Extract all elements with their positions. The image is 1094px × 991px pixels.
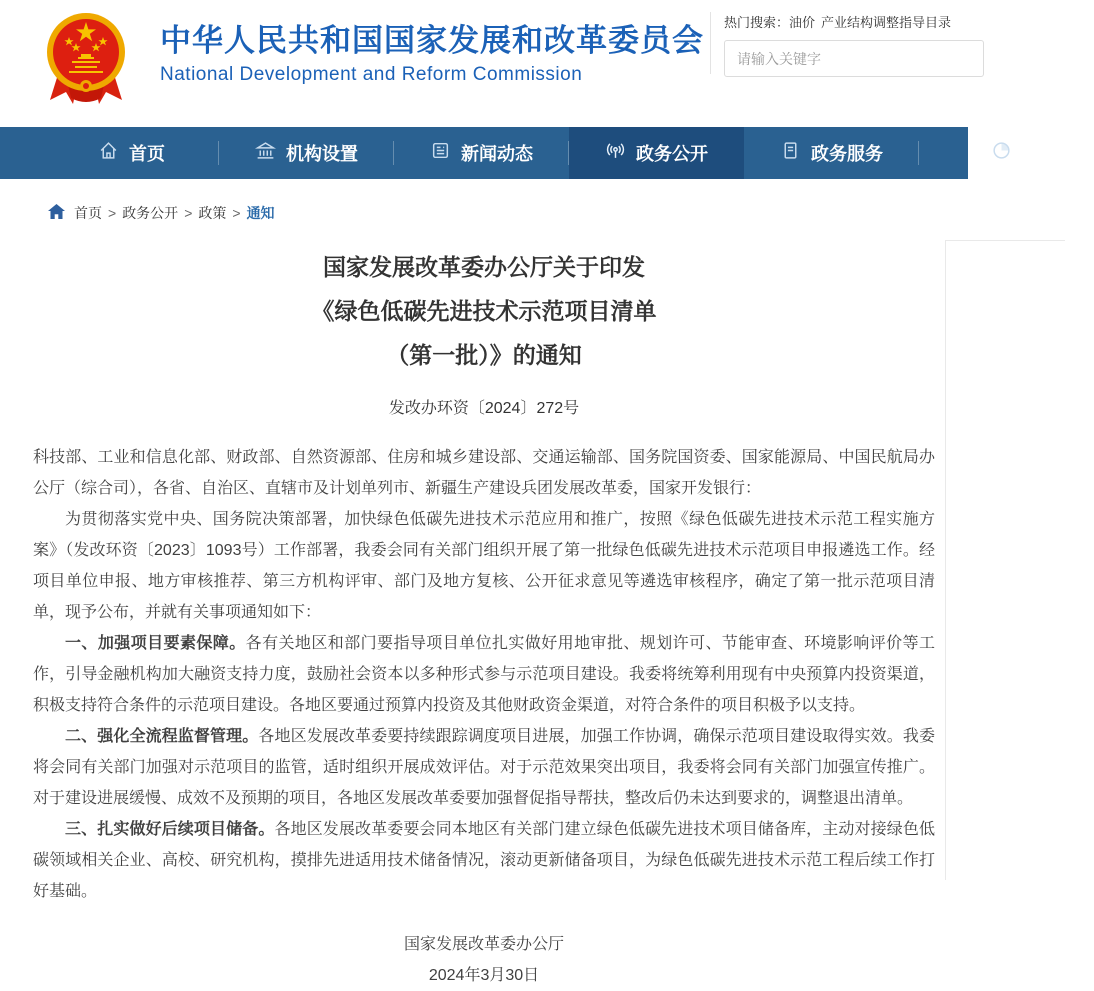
article-body [33, 442, 935, 907]
breadcrumb-item-home[interactable]: 首页 [74, 205, 102, 221]
hot-search-term-oil[interactable]: 油价 [789, 15, 816, 30]
nav-item-label: 首页 [129, 144, 165, 164]
paragraph-item-1: 一、加强项目要素保障。各有关地区和部门要指导项目单位扎实做好用地审批、规划许可、节能审查、环境影响评价等工作，引导金融机构加大融资支持力度，鼓励社会资本以多种形式参与示范项目建设。我委将统筹利用现有中央预算内投资渠道，积极支持符合条件的示范项目建设。各地区要通过预算内投资及其他财政资金渠道，对符合条件的项目积极予以支持。 [33, 635, 935, 714]
signature-org: 国家发展改革委办公厅 [403, 936, 564, 953]
nav-item-label: 机构设置 [286, 144, 358, 164]
nav-item-home[interactable] [44, 127, 219, 179]
national-emblem-icon [45, 10, 127, 110]
right-side-panel [945, 240, 1065, 880]
breadcrumb [48, 203, 968, 223]
pie-chart-icon [991, 140, 1012, 166]
hot-search-term-catalog[interactable]: 产业结构调整指导目录 [821, 15, 952, 30]
breadcrumb-separator: > [184, 205, 193, 221]
hot-search [724, 12, 968, 31]
breadcrumb-item-policy[interactable]: 政策 [198, 205, 227, 221]
nav-item-news[interactable] [394, 127, 569, 179]
news-icon [430, 140, 451, 166]
paragraph-item-2: 二、强化全流程监督管理。各地区发展改革委要持续跟踪调度项目进展，加强工作协调，确保示范项目建设取得实效。我委将会同有关部门加强对示范项目的监管，适时组织开展成效评估。对于示范效果突出项目，我委将会同有关部门加强宣传推广。对于建设进展缓慢、成效不及预期的项目，各地区发展改革委要加强督促指导帮扶，整改后仍未达到要求的，调整退出清单。 [33, 728, 935, 807]
nav-item-statistics[interactable] [919, 127, 1094, 179]
hot-search-label: 热门搜索： [724, 15, 790, 30]
document-icon [780, 140, 801, 166]
home-icon [98, 140, 119, 166]
nav-item-gov-services[interactable] [744, 127, 919, 179]
document-number: 发改办环资〔2024〕272号 [388, 400, 580, 417]
article-title-line-3: （第一批）》的通知 [386, 342, 582, 368]
breadcrumb-item-disclosure[interactable]: 政务公开 [122, 205, 179, 221]
site-title-en: National Development and Reform Commission [160, 64, 583, 85]
nav-item-label: 政务公开 [636, 144, 708, 164]
paragraph-item-3: 三、扎实做好后续项目储备。各地区发展改革委要会同本地区有关部门建立绿色低碳先进技术项目储备库，主动对接绿色低碳领域相关企业、高校、研究机构，摸排先进适用技术储备情况，滚动更新储备项目，为绿色低碳先进技术示范工程后续工作打好基础。 [33, 821, 935, 900]
nav-item-organization[interactable] [219, 127, 394, 179]
breadcrumb-separator: > [108, 205, 117, 221]
site-titles [160, 22, 704, 88]
signature-date: 2024年3月30日 [428, 967, 540, 984]
header-search-area [724, 12, 968, 77]
search-box [724, 40, 984, 77]
breadcrumb-home-icon[interactable] [48, 204, 74, 222]
main-nav [0, 127, 968, 179]
breadcrumb-item-notice: 通知 [246, 205, 275, 221]
article-title-line-2: 《绿色低碳先进技术示范项目清单 [311, 298, 657, 324]
breadcrumb-separator: > [232, 205, 241, 221]
nav-item-gov-disclosure[interactable] [569, 127, 744, 179]
article-title [33, 245, 935, 377]
site-title-zh: 中华人民共和国国家发展和改革委员会 [160, 23, 704, 58]
header-divider [710, 12, 711, 74]
article-title-line-1: 国家发展改革委办公厅关于印发 [323, 254, 645, 280]
nav-item-label: 新闻动态 [461, 144, 533, 164]
paragraph-intro: 为贯彻落实党中央、国务院决策部署，加快绿色低碳先进技术示范应用和推广，按照《绿色低碳先进技术示范工程实施方案》（发改环资〔2023〕1093号）工作部署，我委会同有关部门组织开展了第一批绿色低碳先进技术示范项目申报遴选工作。经项目单位申报、地方审核推荐、第三方机构评审、部门及地方复核、公开征求意见等遴选审核程序，确定了第一批示范项目清单，现予公布，并就有关事项通知如下： [33, 511, 935, 621]
institution-icon [255, 140, 276, 166]
search-input[interactable] [725, 41, 983, 76]
article [0, 245, 968, 991]
paragraph-addressees: 科技部、工业和信息化部、财政部、自然资源部、住房和城乡建设部、交通运输部、国务院国资委、国家能源局、中国民航局办公厅（综合司），各省、自治区、直辖市及计划单列市、新疆生产建设兵团发展改革委，国家开发银行： [33, 449, 935, 497]
broadcast-icon [605, 140, 626, 166]
nav-item-label: 政务服务 [811, 144, 883, 164]
site-header [0, 0, 968, 127]
signature-block [33, 929, 935, 991]
